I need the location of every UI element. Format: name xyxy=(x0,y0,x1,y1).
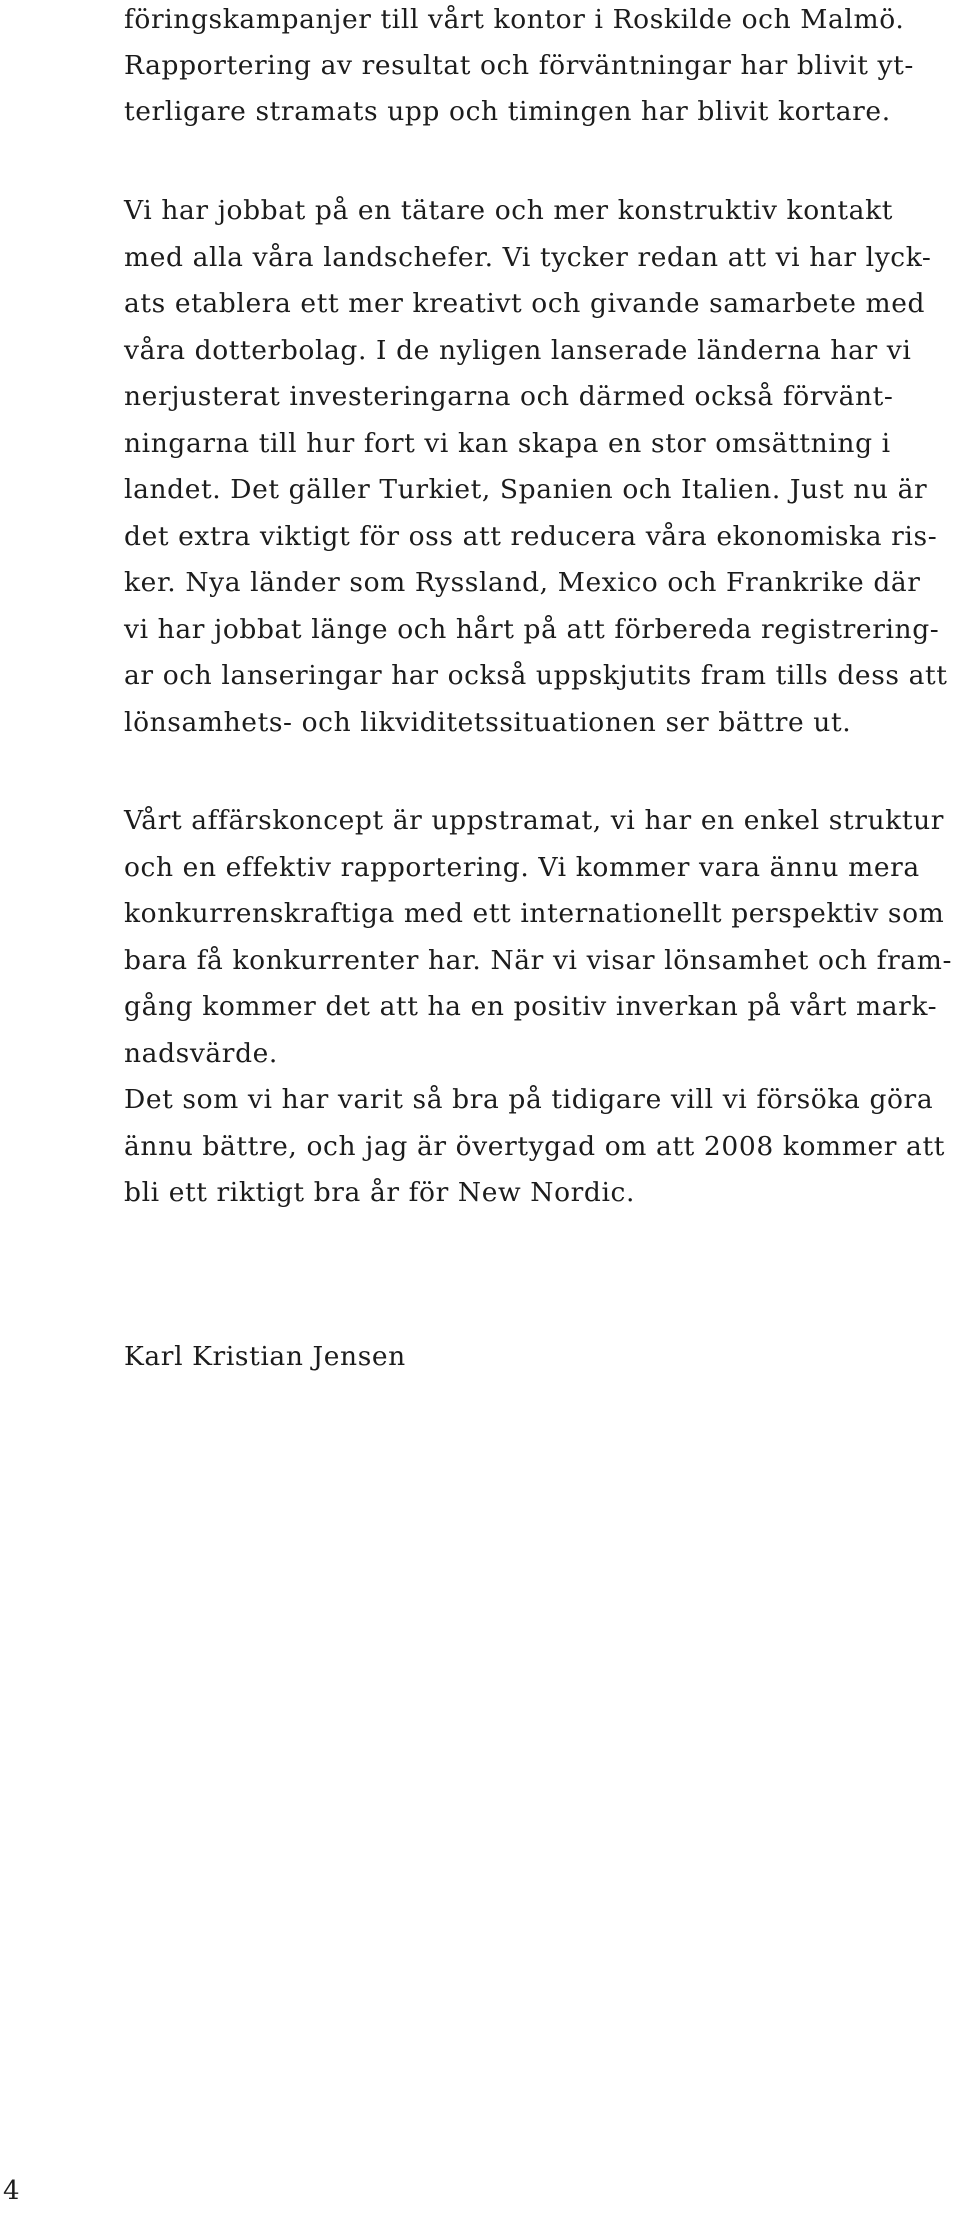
text-line: nerjusterat investeringarna och därmed också förvänt- xyxy=(124,381,894,412)
text-line: ker. Nya länder som Ryssland, Mexico och Frankrike där xyxy=(124,567,921,598)
text-line: Vårt affärskoncept är uppstramat, vi har en enkel struktur xyxy=(124,805,945,836)
text-line: konkurrenskraftiga med ett internationellt perspektiv som xyxy=(124,898,945,929)
text-line: ningarna till hur fort vi kan skapa en stor omsättning i xyxy=(124,428,891,459)
text-line: nadsvärde. xyxy=(124,1038,278,1069)
page-number: 4 xyxy=(3,2176,20,2206)
text-line: föringskampanjer till vårt kontor i Roskilde och Malmö. xyxy=(124,4,905,35)
text-line: bli ett riktigt bra år för New Nordic. xyxy=(124,1177,635,1208)
text-line: Vi har jobbat på en tätare och mer konstruktiv kontakt xyxy=(124,195,893,226)
text-line: vi har jobbat länge och hårt på att förbereda registrering- xyxy=(124,614,940,645)
text-line: landet. Det gäller Turkiet, Spanien och Italien. Just nu är xyxy=(124,474,928,505)
text-line: Rapportering av resultat och förväntningar har blivit yt- xyxy=(124,50,914,81)
text-line: Det som vi har varit så bra på tidigare vill vi försöka göra xyxy=(124,1084,934,1115)
text-line: gång kommer det att ha en positiv inverkan på vårt mark- xyxy=(124,991,938,1022)
text-line: ats etablera ett mer kreativt och givande samarbete med xyxy=(124,288,926,319)
text-line: bara få konkurrenter har. När vi visar lönsamhet och fram- xyxy=(124,945,953,976)
text-line: det extra viktigt för oss att reducera våra ekonomiska ris- xyxy=(124,521,938,552)
signature: Karl Kristian Jensen xyxy=(124,1341,406,1372)
text-line: våra dotterbolag. I de nyligen lanserade länderna har vi xyxy=(124,335,912,366)
text-line: lönsamhets- och likviditetssituationen ser bättre ut. xyxy=(124,707,852,738)
text-line: ar och lanseringar har också uppskjutits fram tills dess att xyxy=(124,660,948,691)
text-line: ännu bättre, och jag är övertygad om att 2008 kommer att xyxy=(124,1131,945,1162)
text-line: med alla våra landschefer. Vi tycker redan att vi har lyck- xyxy=(124,242,932,273)
text-line: och en effektiv rapportering. Vi kommer vara ännu mera xyxy=(124,852,920,883)
text-line: terligare stramats upp och timingen har blivit kortare. xyxy=(124,96,891,127)
